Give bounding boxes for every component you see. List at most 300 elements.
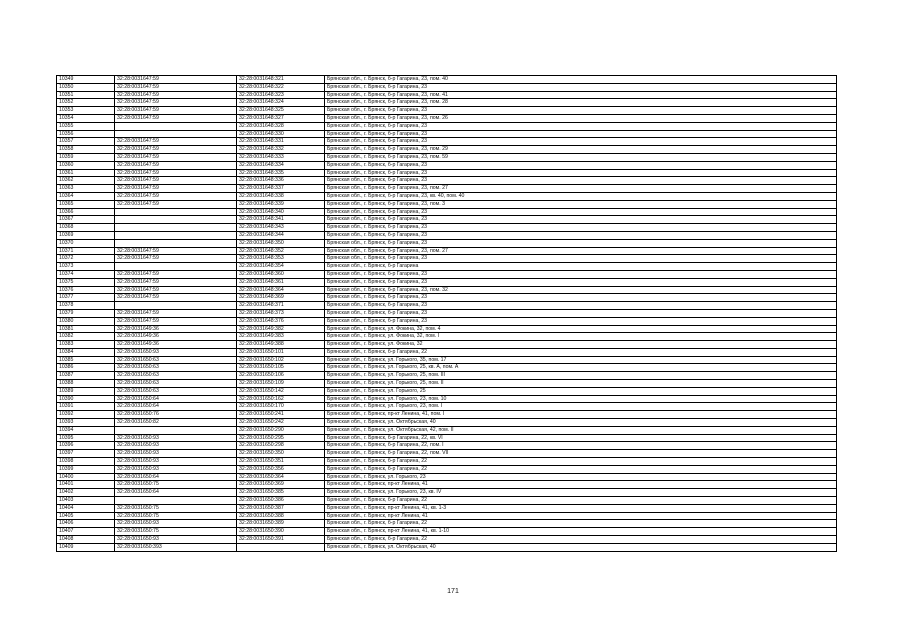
cell-number: 10375 bbox=[57, 278, 115, 286]
records-table-body bbox=[57, 76, 837, 552]
cell-parent: 32:28:0031650:64 bbox=[115, 395, 237, 403]
cell-address: Брянская обл., г. Брянск, б-р Гагарина, 23 bbox=[325, 161, 837, 169]
table-row bbox=[57, 146, 837, 154]
cell-number: 10363 bbox=[57, 185, 115, 193]
table-row bbox=[57, 380, 837, 388]
cell-address: Брянская обл., г. Брянск, б-р Гагарина, 23 bbox=[325, 224, 837, 232]
table-row bbox=[57, 387, 837, 395]
cell-cad: 32:28:0031648:332 bbox=[237, 146, 325, 154]
cell-cad: 32:28:0031648:338 bbox=[237, 192, 325, 200]
cell-number: 10407 bbox=[57, 528, 115, 536]
cell-cad: 32:28:0031648:336 bbox=[237, 177, 325, 185]
table-row bbox=[57, 458, 837, 466]
table-row bbox=[57, 169, 837, 177]
cell-cad: 32:28:0031650:162 bbox=[237, 395, 325, 403]
cell-number: 10384 bbox=[57, 348, 115, 356]
cell-cad: 32:28:0031648:325 bbox=[237, 107, 325, 115]
cell-number: 10383 bbox=[57, 341, 115, 349]
cell-cad: 32:28:0031648:354 bbox=[237, 263, 325, 271]
cell-parent: 32:28:0031650:75 bbox=[115, 528, 237, 536]
table-row bbox=[57, 185, 837, 193]
cell-parent: 32:28:0031650:93 bbox=[115, 442, 237, 450]
table-row bbox=[57, 83, 837, 91]
cell-number: 10374 bbox=[57, 270, 115, 278]
cell-cad: 32:28:0031648:360 bbox=[237, 270, 325, 278]
cell-number: 10364 bbox=[57, 192, 115, 200]
table-row bbox=[57, 294, 837, 302]
cell-parent: 32:28:0031647:59 bbox=[115, 99, 237, 107]
table-row bbox=[57, 481, 837, 489]
cell-parent: 32:28:0031647:59 bbox=[115, 76, 237, 84]
cell-number: 10382 bbox=[57, 333, 115, 341]
cell-address: Брянская обл., г. Брянск, б-р Гагарина, 23 bbox=[325, 208, 837, 216]
cell-cad: 32:28:0031650:290 bbox=[237, 426, 325, 434]
cell-parent: 32:28:0031647:59 bbox=[115, 200, 237, 208]
cell-number: 10396 bbox=[57, 442, 115, 450]
cell-address: Брянская обл., г. Брянск, б-р Гагарина, 23 bbox=[325, 309, 837, 317]
cell-number: 10408 bbox=[57, 536, 115, 544]
cell-parent: 32:28:0031650:93 bbox=[115, 536, 237, 544]
table-row bbox=[57, 411, 837, 419]
cell-parent bbox=[115, 130, 237, 138]
cell-cad: 32:28:0031648:369 bbox=[237, 294, 325, 302]
table-row bbox=[57, 465, 837, 473]
table-row bbox=[57, 200, 837, 208]
cell-address: Брянская обл., г. Брянск, ул. Горького, 23, пом. I bbox=[325, 403, 837, 411]
cell-number: 10362 bbox=[57, 177, 115, 185]
cell-cad: 32:28:0031648:337 bbox=[237, 185, 325, 193]
cell-number: 10406 bbox=[57, 520, 115, 528]
table-row bbox=[57, 419, 837, 427]
cell-address: Брянская обл., г. Брянск, пр-кт Ленина, 41, кв. 1-10 bbox=[325, 528, 837, 536]
cell-parent bbox=[115, 122, 237, 130]
cell-cad: 32:28:0031648:341 bbox=[237, 216, 325, 224]
cell-number: 10372 bbox=[57, 255, 115, 263]
cell-parent: 32:28:0031647:59 bbox=[115, 286, 237, 294]
cell-parent bbox=[115, 216, 237, 224]
cell-number: 10357 bbox=[57, 138, 115, 146]
cell-cad: 32:28:0031650:298 bbox=[237, 442, 325, 450]
cell-parent: 32:28:0031650:63 bbox=[115, 387, 237, 395]
cell-parent: 32:28:0031647:59 bbox=[115, 107, 237, 115]
table-row bbox=[57, 348, 837, 356]
table-row bbox=[57, 442, 837, 450]
cell-number: 10386 bbox=[57, 364, 115, 372]
cell-cad: 32:28:0031649:382 bbox=[237, 325, 325, 333]
cell-parent: 32:28:0031650:75 bbox=[115, 504, 237, 512]
cell-address: Брянская обл., г. Брянск, ул. Октябрьская, 40 bbox=[325, 543, 837, 551]
cell-number: 10399 bbox=[57, 465, 115, 473]
table-row bbox=[57, 99, 837, 107]
cell-cad: 32:28:0031650:389 bbox=[237, 520, 325, 528]
table-row bbox=[57, 302, 837, 310]
cell-parent: 32:28:0031647:59 bbox=[115, 192, 237, 200]
cell-parent: 32:28:0031650:63 bbox=[115, 380, 237, 388]
cell-address: Брянская обл., г. Брянск, ул. Фокина, 32, пом. I bbox=[325, 333, 837, 341]
cell-cad: 32:28:0031650:391 bbox=[237, 536, 325, 544]
cell-parent: 32:28:0031647:59 bbox=[115, 138, 237, 146]
cell-address: Брянская обл., г. Брянск, ул. Октябрьская, 42, пом. II bbox=[325, 426, 837, 434]
cell-parent: 32:28:0031647:59 bbox=[115, 153, 237, 161]
cell-parent: 32:28:0031647:59 bbox=[115, 146, 237, 154]
table-row bbox=[57, 91, 837, 99]
table-row bbox=[57, 520, 837, 528]
cell-address: Брянская обл., г. Брянск, б-р Гагарина, 23 bbox=[325, 278, 837, 286]
cell-parent: 32:28:0031650:63 bbox=[115, 356, 237, 364]
table-row bbox=[57, 231, 837, 239]
cell-address: Брянская обл., г. Брянск, ул. Фокина, 32 bbox=[325, 341, 837, 349]
table-row bbox=[57, 341, 837, 349]
cell-number: 10389 bbox=[57, 387, 115, 395]
cell-parent bbox=[115, 208, 237, 216]
cell-number: 10395 bbox=[57, 434, 115, 442]
cell-address: Брянская обл., г. Брянск, ул. Горького, 23, пом. 10 bbox=[325, 395, 837, 403]
table-row bbox=[57, 278, 837, 286]
cell-parent bbox=[115, 497, 237, 505]
cell-cad: 32:28:0031650:350 bbox=[237, 450, 325, 458]
cell-address: Брянская обл., г. Брянск, б-р Гагарина, 23, кв. 40, пом. 40 bbox=[325, 192, 837, 200]
table-row bbox=[57, 317, 837, 325]
cell-number: 10370 bbox=[57, 239, 115, 247]
cell-address: Брянская обл., г. Брянск, б-р Гагарина, 23 bbox=[325, 216, 837, 224]
cell-parent: 32:28:0031647:59 bbox=[115, 247, 237, 255]
cell-number: 10388 bbox=[57, 380, 115, 388]
cell-parent: 32:28:0031647:59 bbox=[115, 114, 237, 122]
table-row bbox=[57, 270, 837, 278]
table-row bbox=[57, 224, 837, 232]
table-row bbox=[57, 504, 837, 512]
cell-cad: 32:28:0031650:369 bbox=[237, 481, 325, 489]
cell-number: 10390 bbox=[57, 395, 115, 403]
table-row bbox=[57, 333, 837, 341]
cell-cad: 32:28:0031648:364 bbox=[237, 286, 325, 294]
table-row bbox=[57, 543, 837, 551]
cell-cad: 32:28:0031648:350 bbox=[237, 239, 325, 247]
cell-address: Брянская обл., г. Брянск, б-р Гагарина, 23 bbox=[325, 231, 837, 239]
cell-address: Брянская обл., г. Брянск, ул. Горького, 25 bbox=[325, 387, 837, 395]
cell-cad: 32:28:0031648:327 bbox=[237, 114, 325, 122]
table-row bbox=[57, 395, 837, 403]
cell-number: 10350 bbox=[57, 83, 115, 91]
cell-address: Брянская обл., г. Брянск, б-р Гагарина, 23 bbox=[325, 130, 837, 138]
cell-parent: 32:28:0031647:59 bbox=[115, 270, 237, 278]
table-row bbox=[57, 528, 837, 536]
cell-address: Брянская обл., г. Брянск, б-р Гагарина, 23, пом. 41 bbox=[325, 91, 837, 99]
cell-parent: 32:28:0031650:75 bbox=[115, 481, 237, 489]
cell-address: Брянская обл., г. Брянск, б-р Гагарина, 23 bbox=[325, 177, 837, 185]
cell-number: 10361 bbox=[57, 169, 115, 177]
cell-cad: 32:28:0031648:335 bbox=[237, 169, 325, 177]
table-row bbox=[57, 130, 837, 138]
cell-number: 10404 bbox=[57, 504, 115, 512]
cell-address: Брянская обл., г. Брянск, б-р Гагарина, 23, пом. 40 bbox=[325, 76, 837, 84]
cell-cad: 32:28:0031650:142 bbox=[237, 387, 325, 395]
table-row bbox=[57, 364, 837, 372]
cell-number: 10377 bbox=[57, 294, 115, 302]
cell-cad: 32:28:0031650:387 bbox=[237, 504, 325, 512]
cell-parent: 32:28:0031650:93 bbox=[115, 458, 237, 466]
table-row bbox=[57, 216, 837, 224]
cell-number: 10381 bbox=[57, 325, 115, 333]
cell-parent: 32:28:0031650:64 bbox=[115, 489, 237, 497]
cell-cad: 32:28:0031648:321 bbox=[237, 76, 325, 84]
table-row bbox=[57, 426, 837, 434]
cell-address: Брянская обл., г. Брянск, б-р Гагарина, 23, пом. 32 bbox=[325, 286, 837, 294]
cell-number: 10387 bbox=[57, 372, 115, 380]
cell-number: 10351 bbox=[57, 91, 115, 99]
table-row bbox=[57, 356, 837, 364]
cell-address: Брянская обл., г. Брянск, б-р Гагарина, 23, пом. 26 bbox=[325, 114, 837, 122]
cell-parent: 32:28:0031650:82 bbox=[115, 419, 237, 427]
cell-parent: 32:28:0031650:93 bbox=[115, 434, 237, 442]
table-row bbox=[57, 372, 837, 380]
cell-address: Брянская обл., г. Брянск, б-р Гагарина, 22 bbox=[325, 465, 837, 473]
cell-address: Брянская обл., г. Брянск, б-р Гагарина, 22 bbox=[325, 536, 837, 544]
cell-number: 10380 bbox=[57, 317, 115, 325]
table-row bbox=[57, 208, 837, 216]
cell-cad: 32:28:0031650:106 bbox=[237, 372, 325, 380]
cell-parent: 32:28:0031650:63 bbox=[115, 364, 237, 372]
cell-address: Брянская обл., г. Брянск, б-р Гагарина, 23, пом. 59 bbox=[325, 153, 837, 161]
cell-address: Брянская обл., г. Брянск, б-р Гагарина, 22, пом. VII bbox=[325, 450, 837, 458]
cell-address: Брянская обл., г. Брянск, ул. Горького, 25, кв. А, пом. А bbox=[325, 364, 837, 372]
cell-cad: 32:28:0031648:352 bbox=[237, 247, 325, 255]
cell-parent bbox=[115, 231, 237, 239]
cell-cad: 32:28:0031648:333 bbox=[237, 153, 325, 161]
cell-parent: 32:28:0031650:93 bbox=[115, 348, 237, 356]
cell-parent: 32:28:0031650:393 bbox=[115, 543, 237, 551]
table-row bbox=[57, 247, 837, 255]
cell-cad: 32:28:0031648:324 bbox=[237, 99, 325, 107]
table-row bbox=[57, 107, 837, 115]
cell-address: Брянская обл., г. Брянск, б-р Гагарина, 22 bbox=[325, 348, 837, 356]
cell-number: 10391 bbox=[57, 403, 115, 411]
cell-parent: 32:28:0031647:59 bbox=[115, 169, 237, 177]
cell-parent: 32:28:0031650:93 bbox=[115, 465, 237, 473]
cell-cad: 32:28:0031650:241 bbox=[237, 411, 325, 419]
cell-address: Брянская обл., г. Брянск, ул. Горького, 35, пом. 17 bbox=[325, 356, 837, 364]
cell-cad bbox=[237, 543, 325, 551]
cell-cad: 32:28:0031650:356 bbox=[237, 465, 325, 473]
cell-cad: 32:28:0031650:364 bbox=[237, 473, 325, 481]
cell-parent bbox=[115, 426, 237, 434]
cell-address: Брянская обл., г. Брянск, б-р Гагарина, 23 bbox=[325, 107, 837, 115]
table-row bbox=[57, 450, 837, 458]
cell-address: Брянская обл., г. Брянск, б-р Гагарина, 23, пом. 29 bbox=[325, 146, 837, 154]
cell-cad: 32:28:0031650:105 bbox=[237, 364, 325, 372]
cell-cad: 32:28:0031650:388 bbox=[237, 512, 325, 520]
page-number: 171 bbox=[447, 588, 459, 595]
table-row bbox=[57, 403, 837, 411]
cell-cad: 32:28:0031650:386 bbox=[237, 497, 325, 505]
cell-parent: 32:28:0031650:64 bbox=[115, 403, 237, 411]
cell-address: Брянская обл., г. Брянск, б-р Гагарина, 23 bbox=[325, 302, 837, 310]
cell-number: 10402 bbox=[57, 489, 115, 497]
cell-parent: 32:28:0031647:59 bbox=[115, 294, 237, 302]
cell-parent: 32:28:0031647:59 bbox=[115, 161, 237, 169]
table-row bbox=[57, 255, 837, 263]
cell-parent: 32:28:0031650:93 bbox=[115, 450, 237, 458]
records-table bbox=[56, 75, 837, 552]
cell-parent: 32:28:0031647:59 bbox=[115, 185, 237, 193]
cell-cad: 32:28:0031649:388 bbox=[237, 341, 325, 349]
cell-number: 10352 bbox=[57, 99, 115, 107]
cell-number: 10379 bbox=[57, 309, 115, 317]
cell-address: Брянская обл., г. Брянск, б-р Гагарина, 23 bbox=[325, 270, 837, 278]
cell-cad: 32:28:0031648:323 bbox=[237, 91, 325, 99]
table-row bbox=[57, 434, 837, 442]
cell-number: 10360 bbox=[57, 161, 115, 169]
cell-address: Брянская обл., г. Брянск, б-р Гагарина, 22 bbox=[325, 458, 837, 466]
cell-number: 10354 bbox=[57, 114, 115, 122]
table-row bbox=[57, 192, 837, 200]
cell-number: 10385 bbox=[57, 356, 115, 364]
cell-number: 10368 bbox=[57, 224, 115, 232]
cell-number: 10376 bbox=[57, 286, 115, 294]
cell-number: 10359 bbox=[57, 153, 115, 161]
cell-number: 10400 bbox=[57, 473, 115, 481]
cell-address: Брянская обл., г. Брянск, ул. Октябрьская, 40 bbox=[325, 419, 837, 427]
table-row bbox=[57, 153, 837, 161]
table-row bbox=[57, 489, 837, 497]
cell-address: Брянская обл., г. Брянск, ул. Фокина, 32, пом. 4 bbox=[325, 325, 837, 333]
cell-cad: 32:28:0031650:242 bbox=[237, 419, 325, 427]
table-row bbox=[57, 161, 837, 169]
table-row bbox=[57, 263, 837, 271]
cell-cad: 32:28:0031650:102 bbox=[237, 356, 325, 364]
cell-parent: 32:28:0031647:59 bbox=[115, 91, 237, 99]
cell-cad: 32:28:0031648:322 bbox=[237, 83, 325, 91]
cell-number: 10405 bbox=[57, 512, 115, 520]
cell-address: Брянская обл., г. Брянск, пр-кт Ленина, 41, пом. I bbox=[325, 411, 837, 419]
cell-parent: 32:28:0031647:59 bbox=[115, 317, 237, 325]
cell-cad: 32:28:0031648:339 bbox=[237, 200, 325, 208]
cell-cad: 32:28:0031650:295 bbox=[237, 434, 325, 442]
cell-address: Брянская обл., г. Брянск, б-р Гагарина, 23 bbox=[325, 239, 837, 247]
cell-number: 10373 bbox=[57, 263, 115, 271]
cell-address: Брянская обл., г. Брянск, б-р Гагарина, 23 bbox=[325, 169, 837, 177]
cell-parent: 32:28:0031650:75 bbox=[115, 512, 237, 520]
table-row bbox=[57, 497, 837, 505]
cell-cad: 32:28:0031650:351 bbox=[237, 458, 325, 466]
cell-cad: 32:28:0031648:361 bbox=[237, 278, 325, 286]
cell-number: 10394 bbox=[57, 426, 115, 434]
cell-address: Брянская обл., г. Брянск, б-р Гагарина, 23 bbox=[325, 255, 837, 263]
cell-parent: 32:28:0031650:64 bbox=[115, 473, 237, 481]
cell-parent: 32:28:0031647:59 bbox=[115, 309, 237, 317]
cell-number: 10367 bbox=[57, 216, 115, 224]
cell-cad: 32:28:0031649:383 bbox=[237, 333, 325, 341]
table-row bbox=[57, 512, 837, 520]
table-row bbox=[57, 286, 837, 294]
cell-number: 10356 bbox=[57, 130, 115, 138]
cell-cad: 32:28:0031650:170 bbox=[237, 403, 325, 411]
cell-parent: 32:28:0031647:59 bbox=[115, 278, 237, 286]
cell-cad: 32:28:0031648:328 bbox=[237, 122, 325, 130]
cell-cad: 32:28:0031650:385 bbox=[237, 489, 325, 497]
cell-address: Брянская обл., г. Брянск, б-р Гагарина, 23 bbox=[325, 83, 837, 91]
cell-number: 10371 bbox=[57, 247, 115, 255]
table-row bbox=[57, 239, 837, 247]
cell-number: 10397 bbox=[57, 450, 115, 458]
cell-address: Брянская обл., г. Брянск, пр-кт Ленина, 41 bbox=[325, 512, 837, 520]
cell-address: Брянская обл., г. Брянск, пр-кт Ленина, 41, кв. 1-3 bbox=[325, 504, 837, 512]
cell-cad: 32:28:0031650:101 bbox=[237, 348, 325, 356]
cell-address: Брянская обл., г. Брянск, б-р Гагарина, 22, пом. I bbox=[325, 442, 837, 450]
cell-cad: 32:28:0031648:376 bbox=[237, 317, 325, 325]
table-row bbox=[57, 114, 837, 122]
cell-address: Брянская обл., г. Брянск, б-р Гагарина, 23, пом. 3 bbox=[325, 200, 837, 208]
cell-parent: 32:28:0031649:36 bbox=[115, 325, 237, 333]
cell-number: 10403 bbox=[57, 497, 115, 505]
cell-cad: 32:28:0031648:330 bbox=[237, 130, 325, 138]
cell-number: 10398 bbox=[57, 458, 115, 466]
cell-parent: 32:28:0031647:59 bbox=[115, 83, 237, 91]
cell-cad: 32:28:0031648:334 bbox=[237, 161, 325, 169]
cell-address: Брянская обл., г. Брянск, ул. Горького, 25, пом. II bbox=[325, 380, 837, 388]
cell-number: 10393 bbox=[57, 419, 115, 427]
cell-cad: 32:28:0031648:373 bbox=[237, 309, 325, 317]
cell-parent: 32:28:0031647:59 bbox=[115, 177, 237, 185]
cell-address: Брянская обл., г. Брянск, ул. Горького, 25, пом. III bbox=[325, 372, 837, 380]
cell-parent bbox=[115, 224, 237, 232]
cell-cad: 32:28:0031648:340 bbox=[237, 208, 325, 216]
cell-parent: 32:28:0031647:59 bbox=[115, 255, 237, 263]
cell-number: 10369 bbox=[57, 231, 115, 239]
cell-parent bbox=[115, 302, 237, 310]
cell-cad: 32:28:0031648:343 bbox=[237, 224, 325, 232]
cell-address: Брянская обл., г. Брянск, б-р Гагарина bbox=[325, 263, 837, 271]
cell-address: Брянская обл., г. Брянск, б-р Гагарина, 23 bbox=[325, 294, 837, 302]
table-row bbox=[57, 309, 837, 317]
cell-address: Брянская обл., г. Брянск, б-р Гагарина, 23 bbox=[325, 317, 837, 325]
table-row bbox=[57, 122, 837, 130]
cell-address: Брянская обл., г. Брянск, б-р Гагарина, 23, пом. 27 bbox=[325, 185, 837, 193]
cell-number: 10366 bbox=[57, 208, 115, 216]
cell-cad: 32:28:0031648:371 bbox=[237, 302, 325, 310]
cell-cad: 32:28:0031650:109 bbox=[237, 380, 325, 388]
cell-parent bbox=[115, 263, 237, 271]
cell-address: Брянская обл., г. Брянск, б-р Гагарина, 23 bbox=[325, 138, 837, 146]
cell-cad: 32:28:0031648:344 bbox=[237, 231, 325, 239]
table-row bbox=[57, 473, 837, 481]
cell-cad: 32:28:0031648:353 bbox=[237, 255, 325, 263]
cell-cad: 32:28:0031650:390 bbox=[237, 528, 325, 536]
cell-number: 10353 bbox=[57, 107, 115, 115]
table-row bbox=[57, 325, 837, 333]
cell-number: 10365 bbox=[57, 200, 115, 208]
cell-address: Брянская обл., г. Брянск, пр-кт Ленина, 41 bbox=[325, 481, 837, 489]
cell-address: Брянская обл., г. Брянск, б-р Гагарина, 23, пом. 28 bbox=[325, 99, 837, 107]
cell-parent: 32:28:0031650:76 bbox=[115, 411, 237, 419]
cell-number: 10392 bbox=[57, 411, 115, 419]
table-row bbox=[57, 76, 837, 84]
cell-number: 10349 bbox=[57, 76, 115, 84]
cell-address: Брянская обл., г. Брянск, ул. Горького, 23 bbox=[325, 473, 837, 481]
cell-address: Брянская обл., г. Брянск, б-р Гагарина, 22 bbox=[325, 520, 837, 528]
cell-address: Брянская обл., г. Брянск, б-р Гагарина, 22 bbox=[325, 497, 837, 505]
cell-parent: 32:28:0031650:93 bbox=[115, 520, 237, 528]
table-row bbox=[57, 138, 837, 146]
cell-address: Брянская обл., г. Брянск, б-р Гагарина, 22, кв. VI bbox=[325, 434, 837, 442]
cell-cad: 32:28:0031648:331 bbox=[237, 138, 325, 146]
cell-address: Брянская обл., г. Брянск, ул. Горького, 23, кв. IV bbox=[325, 489, 837, 497]
cell-parent bbox=[115, 239, 237, 247]
table-row bbox=[57, 177, 837, 185]
cell-number: 10378 bbox=[57, 302, 115, 310]
cell-number: 10401 bbox=[57, 481, 115, 489]
cell-number: 10358 bbox=[57, 146, 115, 154]
